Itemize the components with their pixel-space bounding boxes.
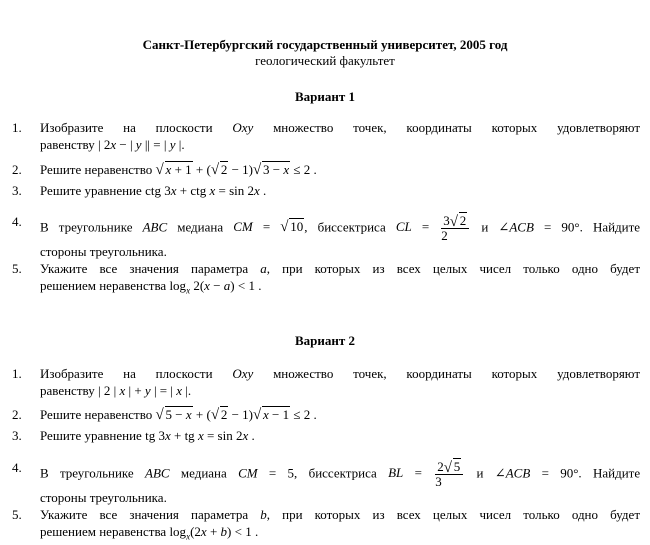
- formula: | 2 | x | + y | = | x |.: [97, 383, 192, 398]
- problem-text: Найдите: [592, 219, 641, 235]
- formula: $\log_x(2x + b) < 1$ .: [169, 524, 259, 542]
- problem-text: Решите неравенство: [40, 407, 153, 422]
- problem-text: Решите неравенство: [40, 162, 153, 177]
- formula: $\log_x 2(x - a) < 1$ .: [169, 278, 262, 296]
- problem-text: решением неравенства: [40, 278, 167, 293]
- problem-text: при которых из всех целых чисел только одно будет: [282, 261, 640, 276]
- document-subtitle: геологический факультет: [255, 53, 395, 68]
- problem-text: равенству: [40, 137, 95, 152]
- formula: BL = $\frac{2√ 5}{3}$: [388, 465, 465, 480]
- formula: | 2x − | y || = | y |.: [97, 137, 185, 152]
- problem-text: равенству: [40, 383, 95, 398]
- problem-text: Найдите: [592, 465, 641, 481]
- parameter: a: [260, 261, 267, 276]
- problem-text: множество точек, координаты которых удовлетворяют: [273, 120, 641, 135]
- problem-text: при которых из всех целых чисел только одно будет: [282, 507, 640, 522]
- problem-number: 5.: [12, 507, 22, 522]
- problem-number: 2.: [12, 407, 22, 422]
- formula: ctg 3x + ctg x = sin 2x .: [145, 183, 267, 198]
- formula: tg 3x + tg x = sin 2x .: [145, 428, 255, 443]
- formula: √ 5 − x + (√ 2 − 1)√ x − 1 ≤ 2 .: [156, 407, 317, 422]
- problem-text: и: [476, 465, 484, 481]
- formula: CM = √ 10: [233, 219, 304, 234]
- problem-text: стороны треугольника.: [40, 490, 167, 505]
- problem-text: В треугольнике: [40, 219, 133, 235]
- problem-text: Решите уравнение: [40, 428, 142, 443]
- problem-text: В треугольнике: [40, 465, 134, 481]
- problem-number: 2.: [12, 162, 22, 177]
- problem-text: Укажите все значения параметра: [40, 261, 249, 276]
- problem-number: 4.: [12, 214, 22, 229]
- problem-number: 5.: [12, 261, 22, 276]
- problem-number: 3.: [12, 183, 22, 198]
- formula: ∠ACB = 90°.: [498, 219, 583, 235]
- problem-number: 3.: [12, 428, 22, 443]
- problem-number: 1.: [12, 120, 22, 135]
- formula: ∠ACB = 90°.: [494, 465, 582, 481]
- problem-text: биссектриса: [308, 465, 377, 481]
- problem-text: медиана: [177, 219, 224, 235]
- problem-number: 1.: [12, 366, 22, 381]
- problem-text: медиана: [180, 465, 227, 481]
- formula: CM = 5: [238, 465, 295, 481]
- formula: √ x + 1 + (√ 2 − 1)√ 3 − x ≤ 2 .: [156, 162, 317, 177]
- problem-text: решением неравенства: [40, 524, 167, 539]
- problem-text: Изобразите на плоскости: [40, 366, 213, 381]
- problem-text: Решите уравнение: [40, 183, 142, 198]
- problem-text: множество точек, координаты которых удовлетворяют: [273, 366, 641, 381]
- problem-text: стороны треугольника.: [40, 244, 167, 259]
- parameter: b: [260, 507, 267, 522]
- document-title: Санкт-Петербургский государственный университет, 2005 год: [142, 37, 508, 52]
- problem-text: и: [481, 219, 489, 235]
- formula: CL = $\frac{3√ 2}{2}$: [396, 219, 471, 234]
- problem-text: Укажите все значения параметра: [40, 507, 249, 522]
- variant-2-title: Вариант 2: [294, 333, 356, 348]
- problem-text: биссектриса: [317, 219, 386, 235]
- variant-1-title: Вариант 1: [294, 89, 356, 104]
- problem-number: 4.: [12, 460, 22, 475]
- problem-text: Изобразите на плоскости: [40, 120, 213, 135]
